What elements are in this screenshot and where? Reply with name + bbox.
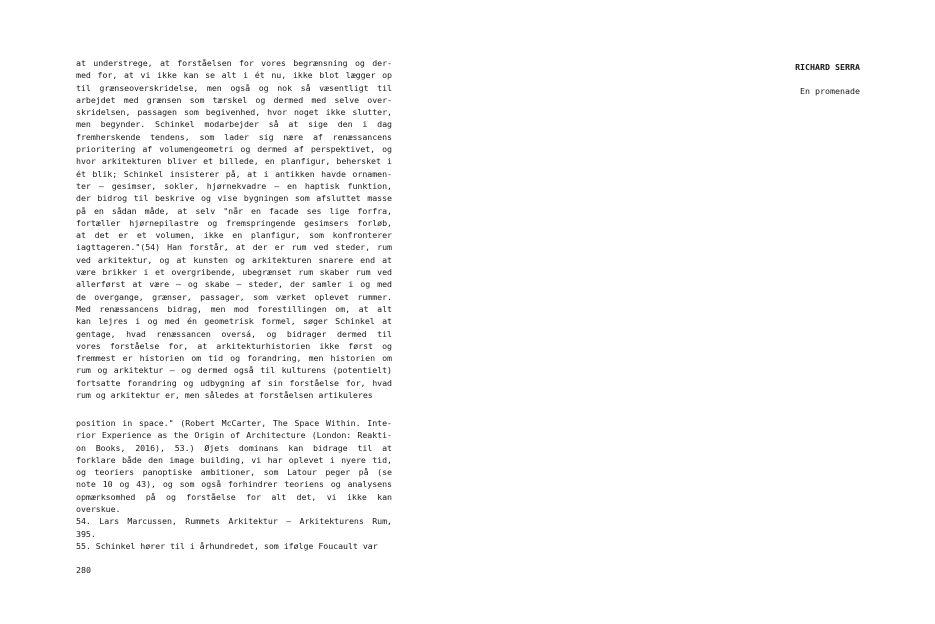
- body-line: på en sådan måde, at selv "når en facade ses lige forfra,: [76, 205, 392, 216]
- footnotes: [76, 417, 392, 552]
- note-line: on Books, 2016), 53.) Øjets dominans kan bidrage til at: [76, 442, 392, 453]
- body-line: der bidrog til beskrive og vise bygningen som afsluttet masse: [76, 193, 392, 204]
- body-line: ved arkitektur, og at kunsten og arkitekturen snarere end at: [76, 254, 392, 265]
- body-line: ter — gesimser, sokler, hjørnekvadre — en haptisk funktion,: [76, 180, 392, 191]
- body-line: Med renæssancens bidrag, men mod forestillingen om, at alt: [76, 303, 392, 314]
- note-line: position in space." (Robert McCarter, The Space Within. Inte-: [76, 418, 392, 428]
- body-line: rum og arkitektur er, men således at forståelsen artikuleres: [76, 390, 373, 401]
- note-line: 395.: [76, 528, 96, 539]
- body-line: de overgange, grænser, passager, som værket oplevet rummer.: [76, 291, 392, 302]
- body-line: prioritering af volumengeometri og dermed af perspektivet, og: [76, 144, 392, 155]
- running-head-title: En promenade: [800, 86, 860, 96]
- note-line: opmærksomhed på og forståelse for alt det, vi ikke kan: [76, 491, 392, 502]
- body-line: arbejdet med grænsen som tærskel og dermed med selve over-: [76, 94, 392, 105]
- body-line: at understrege, at forståelsen for vores begrænsning og der-: [76, 58, 392, 68]
- note-line: rior Experience as the Origin of Architecture (London: Reakti-: [76, 430, 392, 441]
- body-line: at det er et volumen, ikke en planfigur, som konfronterer: [76, 230, 392, 241]
- body-line: fortæller hjørnepilastre og fremspringende gesimsers forløb,: [76, 217, 392, 228]
- body-line: skridelsen, passagen som begivenhed, hvor noget ikke slutter,: [76, 107, 392, 118]
- note-line: 55. Schinkel hører til i århundredet, som ifølge Foucault var: [76, 540, 378, 551]
- page-number: 280: [76, 565, 91, 575]
- body-line: fremmest er historien om tid og forandring, men historien om: [76, 353, 392, 364]
- body-line: iagttageren."(54) Han forstår, at der er rum ved steder, rum: [76, 242, 392, 253]
- body-line: fremherskende tendens, som lader sig nære af renæssancens: [76, 131, 392, 142]
- body-line: vores forståelse for, at arkitekturhistorien ikke først og: [76, 340, 392, 351]
- body-line: allerførst at være — og skabe — steder, der samler i og med: [76, 279, 392, 290]
- note-line: forklare både den image building, vi har oplevet i nyere tid,: [76, 454, 392, 465]
- body-line: fortsatte forandring og udbygning af sin forståelse for, hvad: [76, 377, 392, 388]
- body-line: gentage, hvad renæssancen oversá, og bidrager dermed til: [76, 328, 392, 339]
- body-line: til grænseoverskridelse, men også og nok så væsentligt til: [76, 82, 392, 93]
- body-line: være brikker i et overgribende, ubegrænset rum skaber rum ved: [76, 267, 392, 278]
- note-line: note 10 og 43), og som også forhindrer teoriens og analysens: [76, 479, 392, 490]
- running-head-author: RICHARD SERRA: [795, 62, 860, 72]
- body-line: kan lejres i og med én geometrisk formel, søger Schinkel at: [76, 316, 392, 327]
- body-line: men begynder. Schinkel modarbejder så at sige den i dag: [76, 119, 392, 130]
- note-line: og teoriers panoptiske ambitioner, som Latour peger på (se: [76, 467, 392, 478]
- body-line: med for, at vi ikke kan se alt i ét nu, ikke blot lægger op: [76, 70, 392, 81]
- note-line: 54. Lars Marcussen, Rummets Arkitektur — Arkitekturens Rum,: [76, 516, 392, 527]
- body-text: [76, 57, 392, 401]
- body-line: rum og arkitektur — og dermed også til kulturens (potentielt): [76, 365, 392, 376]
- body-line: ét blik; Schinkel insisterer på, at i antikken havde ornamen-: [76, 168, 392, 179]
- note-line: overskue.: [76, 504, 121, 515]
- body-line: hvor arkitekturen bliver et billede, en planfigur, behersket i: [76, 156, 392, 167]
